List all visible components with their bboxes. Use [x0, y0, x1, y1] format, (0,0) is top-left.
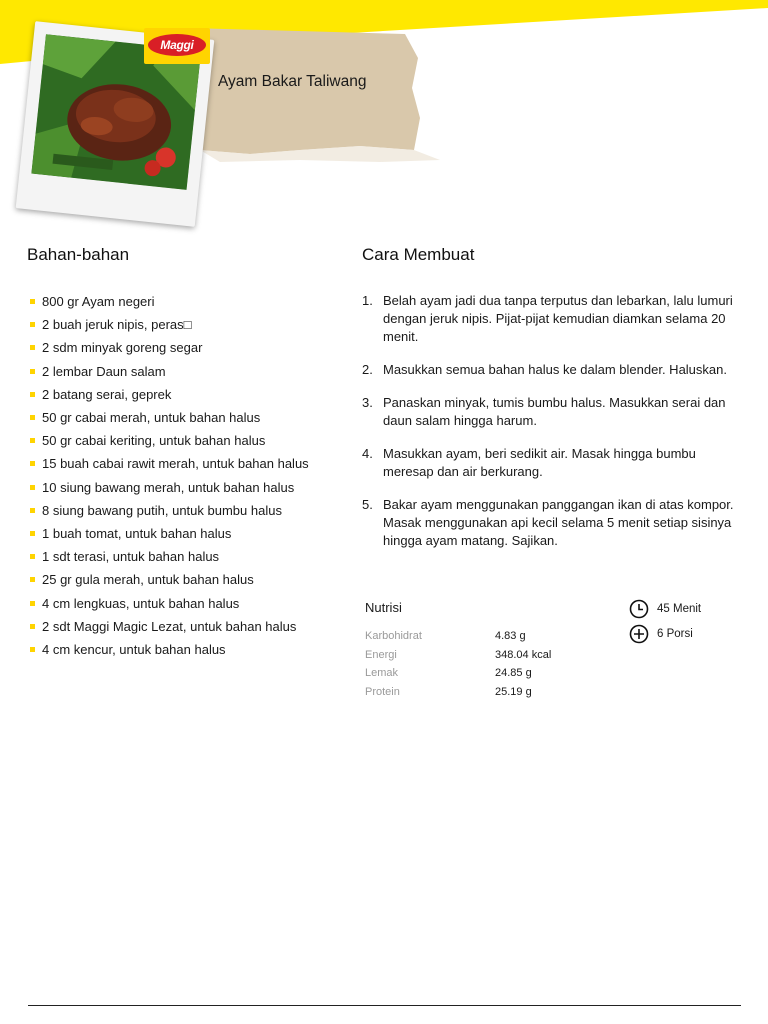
- ingredient-text: 10 siung bawang merah, untuk bahan halus: [42, 479, 295, 495]
- recipe-title: Ayam Bakar Taliwang: [218, 73, 367, 90]
- ingredient-item: [30, 568, 350, 591]
- bullet-icon: [30, 647, 35, 652]
- nutrition-value: 25.19 g: [495, 685, 532, 698]
- bullet-icon: [30, 601, 35, 606]
- ingredient-text: 2 sdt Maggi Magic Lezat, untuk bahan halus: [42, 618, 297, 634]
- ingredient-item: [30, 336, 350, 359]
- cooking-time-label: 45 Menit: [657, 603, 702, 615]
- ingredient-item: [30, 545, 350, 568]
- ingredient-item: [30, 592, 350, 615]
- nutrition-value: 348.04 kcal: [495, 648, 552, 661]
- ingredient-text: 8 siung bawang putih, untuk bumbu halus: [42, 502, 282, 518]
- bullet-icon: [30, 508, 35, 513]
- portions: [629, 624, 693, 644]
- nutrition-label: Karbohidrat: [365, 630, 422, 642]
- bullet-icon: [30, 531, 35, 536]
- footer-divider: [28, 1005, 741, 1006]
- ingredient-text: 2 sdm minyak goreng segar: [42, 340, 203, 356]
- bullet-icon: [30, 485, 35, 490]
- step-text: Masukkan semua bahan halus ke dalam blender. Haluskan.: [383, 362, 727, 378]
- step-number: 5.: [362, 496, 373, 512]
- plus-circle-icon: [629, 624, 649, 644]
- ingredient-text: 2 batang serai, geprek: [42, 386, 172, 402]
- step-text: Bakar ayam menggunakan panggangan ikan di atas kompor. Masak menggunakan api kecil selama 5 menit setiap sisinya hingga ayam matang. Sajikan.: [383, 496, 734, 549]
- ingredient-item: [30, 290, 350, 313]
- nutrition-label: Energi: [365, 648, 397, 661]
- nutrition-value: 24.85 g: [495, 667, 532, 679]
- step-item: [362, 445, 742, 481]
- ingredient-text: 2 buah jeruk nipis, peras□: [42, 317, 192, 333]
- step-item: [362, 496, 742, 551]
- step-text: Panaskan minyak, tumis bumbu halus. Masukkan serai dan daun salam hingga harum.: [383, 394, 726, 429]
- ingredient-text: 50 gr cabai merah, untuk bahan halus: [42, 410, 261, 426]
- ingredient-item: [30, 360, 350, 383]
- step-text: Belah ayam jadi dua tanpa terputus dan lebarkan, lalu lumuri dengan jeruk nipis. Pijat-pijat kemudian diamkan selama 20 menit.: [383, 293, 733, 345]
- maggi-logo: [144, 28, 210, 64]
- ingredients-list: [30, 290, 350, 661]
- ingredient-item: [30, 383, 350, 406]
- portions-label: 6 Porsi: [657, 628, 693, 640]
- ingredient-text: 800 gr Ayam negeri: [42, 294, 155, 309]
- step-number: 2.: [362, 362, 373, 378]
- bullet-icon: [30, 577, 35, 582]
- nutrition-label: Lemak: [365, 667, 399, 679]
- bullet-icon: [30, 392, 35, 397]
- ingredient-item: [30, 638, 350, 661]
- ingredient-text: 25 gr gula merah, untuk bahan halus: [42, 572, 254, 588]
- nutrition-table: [365, 627, 605, 701]
- nutrition-row: [365, 683, 605, 702]
- nutrition-heading: Nutrisi: [365, 600, 402, 615]
- ingredient-item: [30, 522, 350, 545]
- nutrition-row: [365, 646, 605, 665]
- bullet-icon: [30, 624, 35, 629]
- bullet-icon: [30, 415, 35, 420]
- steps-heading: Cara Membuat: [362, 245, 475, 264]
- ingredient-text: 1 sdt terasi, untuk bahan halus: [42, 549, 220, 565]
- bullet-icon: [30, 299, 35, 304]
- ingredient-item: [30, 615, 350, 638]
- bullet-icon: [30, 322, 35, 327]
- ingredient-item: [30, 499, 350, 522]
- cooking-time: [629, 599, 701, 619]
- bullet-icon: [30, 438, 35, 443]
- ingredient-text: 1 buah tomat, untuk bahan halus: [42, 526, 232, 542]
- ingredient-text: 4 cm lengkuas, untuk bahan halus: [42, 595, 240, 611]
- ingredient-item: [30, 476, 350, 499]
- nutrition-row: [365, 664, 605, 683]
- step-item: [362, 292, 742, 347]
- step-number: 3.: [362, 394, 373, 410]
- ingredient-text: 50 gr cabai keriting, untuk bahan halus: [42, 433, 266, 449]
- step-item: [362, 394, 742, 430]
- bullet-icon: [30, 461, 35, 466]
- ingredient-text: 15 buah cabai rawit merah, untuk bahan halus: [42, 456, 309, 472]
- bullet-icon: [30, 369, 35, 374]
- step-number: 1.: [362, 293, 373, 308]
- ingredient-text: 4 cm kencur, untuk bahan halus: [42, 642, 226, 658]
- step-text: Masukkan ayam, beri sedikit air. Masak hingga bumbu meresap dan air berkurang.: [383, 445, 696, 479]
- step-number: 4.: [362, 445, 373, 461]
- bullet-icon: [30, 345, 35, 350]
- ingredient-item: [30, 429, 350, 452]
- brand-name: Maggi: [148, 34, 206, 56]
- nutrition-row: [365, 627, 605, 646]
- clock-icon: [629, 599, 649, 619]
- nutrition-label: Protein: [365, 685, 400, 698]
- ingredients-heading: Bahan-bahan: [27, 245, 130, 264]
- bullet-icon: [30, 554, 35, 559]
- nutrition-value: 4.83 g: [495, 630, 526, 642]
- steps-list: [362, 292, 742, 565]
- ingredient-text: 2 lembar Daun salam: [42, 363, 166, 379]
- ingredient-item: [30, 452, 350, 475]
- step-item: [362, 361, 742, 379]
- ingredient-item: [30, 406, 350, 429]
- ingredient-item: [30, 313, 350, 336]
